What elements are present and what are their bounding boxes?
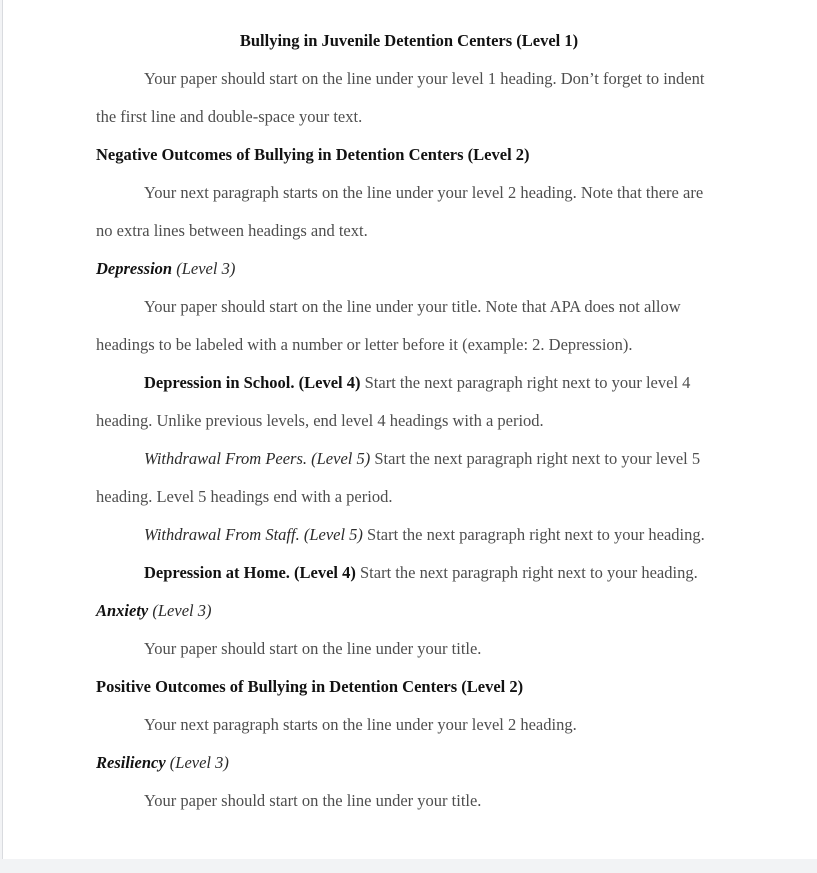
heading-level-5-paragraph bbox=[96, 516, 722, 554]
paragraph-text: Start the next paragraph right next to your heading. bbox=[362, 525, 705, 544]
heading-level-2: Positive Outcomes of Bullying in Detention Centers (Level 2) bbox=[96, 677, 524, 696]
page-bottom-gap bbox=[0, 859, 817, 873]
heading-level-4-label: Depression in School. (Level 4) bbox=[144, 373, 361, 392]
heading-level-3-label: Anxiety bbox=[96, 601, 149, 620]
heading-level-3-label: Depression bbox=[96, 259, 173, 278]
heading-level-5-paragraph bbox=[96, 440, 722, 516]
heading-level-2: Negative Outcomes of Bullying in Detention Centers (Level 2) bbox=[96, 145, 530, 164]
paragraph-text: Start the next paragraph right next to your heading. bbox=[355, 563, 698, 582]
heading-level-3-label: Resiliency bbox=[96, 753, 166, 772]
heading-level-3 bbox=[96, 744, 722, 782]
heading-level-3 bbox=[96, 250, 722, 288]
document-page bbox=[2, 0, 817, 859]
paragraph: Your paper should start on the line under your title. bbox=[144, 639, 482, 658]
heading-level-1: Bullying in Juvenile Detention Centers (Level 1) bbox=[239, 31, 579, 50]
paragraph: Your paper should start on the line under your title. Note that APA does not allow headings to be labeled with a number or letter before it (example: 2. Depression). bbox=[96, 297, 681, 354]
heading-level-4-paragraph bbox=[96, 364, 722, 440]
paragraph-text: Start the next paragraph right next to your level 4 heading. Unlike previous levels, end level 4 headings with a period. bbox=[96, 373, 691, 430]
paragraph: Your next paragraph starts on the line under your level 2 heading. bbox=[144, 715, 577, 734]
heading-level-5-label: Withdrawal From Peers. (Level 5) bbox=[144, 449, 371, 468]
heading-level-3 bbox=[96, 592, 722, 630]
paragraph: Your paper should start on the line under your title. bbox=[144, 791, 482, 810]
heading-level-4-paragraph bbox=[96, 554, 722, 592]
heading-level-3-suffix: (Level 3) bbox=[172, 259, 236, 278]
heading-level-3-suffix: (Level 3) bbox=[165, 753, 229, 772]
paragraph-text: Start the next paragraph right next to your level 5 heading. Level 5 headings end with a period. bbox=[96, 449, 701, 506]
heading-level-4-label: Depression at Home. (Level 4) bbox=[144, 563, 356, 582]
paragraph: Your paper should start on the line under your level 1 heading. Don’t forget to indent the first line and double-space your text. bbox=[96, 69, 705, 126]
paragraph: Your next paragraph starts on the line under your level 2 heading. Note that there are no extra lines between headings and text. bbox=[96, 183, 704, 240]
heading-level-3-suffix: (Level 3) bbox=[148, 601, 212, 620]
heading-level-5-label: Withdrawal From Staff. (Level 5) bbox=[144, 525, 363, 544]
